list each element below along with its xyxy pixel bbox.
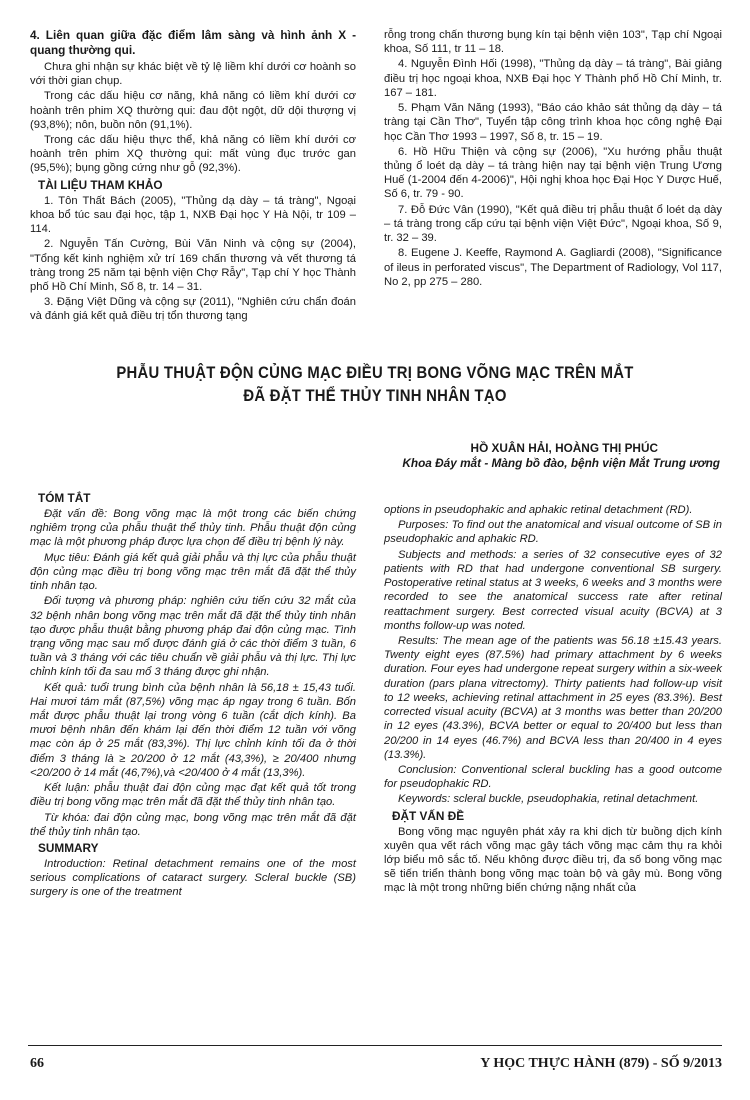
paragraph: Trong các dấu hiệu thực thể, khả năng có liềm khí dưới cơ hoành trên phim XQ thường qui: mất vùng đục trước gan (95,5%); bụng gồng cứng như gỗ (92,3%).	[30, 134, 356, 175]
author-affiliation: Khoa Đáy mắt - Màng bồ đào, bệnh viện Mắt Trung ương	[402, 455, 720, 470]
page-number: 66	[30, 1056, 44, 1071]
summary-paragraph: Introduction: Retinal detachment remains one of the most serious complications of cataract surgery. Scleral buckle (SB) surgery is one of the treatment	[30, 857, 356, 899]
summary-heading: SUMMARY	[38, 841, 99, 855]
reference-item: 7. Đỗ Đức Vân (1990), "Kết quả điều trị phẫu thuật ổ loét dạ dày – tá tràng trong cấp cứu tại bệnh viện Việt Đức", Ngoại khoa, Số 9, tr. 32 – 39.	[384, 203, 722, 245]
abstract-heading: TÓM TẮT	[38, 491, 91, 505]
reference-item: 5. Phạm Văn Năng (1993), "Báo cáo khảo sát thủng dạ dày – tá tràng tại Cần Thơ", Tuyển tập công trình khoa học công nghệ Đại học Cần Thơ 1993 – 1997, Số 8, tr. 15 – 19.	[384, 102, 722, 143]
article-left-column	[30, 489, 356, 901]
references-heading: TÀI LIỆU THAM KHẢO	[38, 177, 163, 192]
article-title-line: PHẪU THUẬT ĐỘN CỦNG MẠC ĐIỀU TRỊ BONG VÕNG MẠC TRÊN MẮT	[116, 364, 634, 382]
reference-item: rỗng trong chấn thương bụng kín tại bệnh viện 103", Tạp chí Ngoại khoa, Số 111, tr 11 – 18.	[384, 29, 722, 56]
summary-paragraph: Results: The mean age of the patients was 56.18 ±15.43 years. Twenty eight eyes (87.5%) had primary attachment by 6 weeks duration. Four eyes had undergone repeat surgery within a six-week duration (pars plana vitrectomy). Thirty patients had follow-up visit to 12 weeks, achieving retinal attachment in 25 eyes (83.3%). Best corrected visual acuity (BCVA) at 3 months was better than 20/200 in 12 eyes (43.3%), BCVA better or equal to 20/400 but less than 20/200 in 14 eyes (46.7%) and BCVA less than 20/400 in 4 eyes (13.3%).	[384, 634, 722, 761]
previous-article-left-column	[30, 28, 356, 325]
article-right-column	[384, 503, 722, 897]
previous-article-right-column	[384, 28, 722, 290]
abstract-paragraph: Đối tượng và phương pháp: nghiên cứu tiến cứu 32 mắt của 32 bệnh nhân bong võng mạc trên mắt đã đặt thể thủy tinh nhân tạo được phẫu thuật bằng phương pháp đai độn củng mạc. Tình trạng võng mạc sau mổ được đánh giá ở các thời điểm 3 tuần, 6 tuần và 3 tháng với các tiêu chuẩn về giải phẫu và thị lực. Thị lực chỉnh kính tối đa sau mổ 3 tháng được ghi nhận.	[30, 595, 356, 679]
summary-keywords: Keywords: scleral buckle, pseudophakia, retinal detachment.	[398, 793, 699, 806]
introduction-paragraph: Bong võng mạc nguyên phát xảy ra khi dịch từ buồng dịch kính xuyên qua vết rách võng mạc gây tách võng mạc cảm thụ ra khỏi lớp biểu mô sắc tố. Nếu không được điều trị, đa số bong võng mạc sẽ tiến triển thành bong võng mạc toàn bộ và gây mù. Bong võng mạc là một trong những biến chứng nặng nhất của	[384, 825, 722, 895]
abstract-paragraph: Đặt vấn đề: Bong võng mạc là một trong các biến chứng nghiêm trọng của phẫu thuật thể thủy tinh. Phẫu thuật độn củng mạc là một phương pháp được lựa chọn để điều trị bệnh lý này.	[30, 507, 356, 549]
reference-item: 2. Nguyễn Tấn Cường, Bùi Văn Ninh và cộng sự (2004), "Tổng kết kinh nghiệm xử trí 169 chấn thương và vết thương tá tràng trong 25 năm tại bệnh viện Chợ Rẫy", Tạp chí Y học Thành phố Hồ Chí Minh, Số 8, tr. 14 – 31.	[30, 238, 356, 293]
article-title-line: ĐÃ ĐẶT THỂ THỦY TINH NHÂN TẠO	[243, 387, 507, 406]
paragraph: Chưa ghi nhận sự khác biệt về tỷ lệ liềm khí dưới cơ hoành so với thời gian chụp.	[30, 60, 356, 88]
article-title	[74, 362, 677, 409]
introduction-heading: ĐẶT VẤN ĐỀ	[392, 808, 465, 823]
reference-item: 8. Eugene J. Keeffe, Raymond A. Gagliardi (2008), "Significance of ileus in perforated viscus", The Department of Radiology, Vol 117, No 2, pp 275 – 280.	[384, 247, 722, 288]
author-names: HỒ XUÂN HẢI, HOÀNG THỊ PHÚC	[470, 441, 658, 455]
summary-paragraph: options in pseudophakic and aphakic retinal detachment (RD).	[384, 504, 693, 516]
summary-paragraph: Purposes: To find out the anatomical and visual outcome of SB in pseudophakic and aphakic RD.	[384, 519, 722, 546]
reference-item: 6. Hồ Hữu Thiện và cộng sự (2006), "Xu hướng phẫu thuật thủng ổ loét dạ dày – tá tràng hiện nay tại bệnh viện Trung Ương Huế (1-2004 đến 4-2006)", Hội nghị khoa học Đại Học Y Dược Huế, Số 6, tr. 79 - 90.	[384, 145, 722, 201]
reference-item: 4. Nguyễn Đình Hối (1998), "Thủng dạ dày – tá tràng", Bài giảng điều trị học ngoại khoa, NXB Đại học Y Thành phố Hồ Chí Minh, tr. 167 – 181.	[384, 58, 722, 99]
abstract-paragraph: Kết quả: tuổi trung bình của bệnh nhân là 56,18 ± 15,43 tuổi. Hai mươi tám mắt (87,5%) võng mạc áp ngay trong 6 tuần. Bốn mắt được phẫu thuật lại trong vòng 6 tuần (cắt dịch kính). Ba mươi bệnh nhân đến khám lại đến thời điểm 12 tuần với võng mạc còn áp ở 25 mắt (83,3%). Thị lực chỉnh kính tối đa ở thời điểm 3 tháng là ≥ 20/200 ở 12 mắt (43,3%), ≥ 20/400 nhưng <20/200 ở 14 mắt (46,7%),và <20/400 ở 4 mắt (13,3%).	[30, 681, 356, 779]
reference-item: 1. Tôn Thất Bách (2005), "Thủng dạ dày – tá tràng", Ngoại khoa bổ túc sau đại học, tập 1, NXB Đại học Y Hà Nội, tr 109 – 114.	[30, 194, 356, 236]
footer-rule	[28, 1045, 722, 1046]
summary-paragraph: Subjects and methods: a series of 32 consecutive eyes of 32 patients with RD that had undergone conventional SB surgery. Postoperative retinal status at 3 weeks, 6 weeks and 3 months were recorded to see the anatomical success rate after retinal reattachment surgery. Best corrected visual acuity (BCVA) at 3 months follow-up was noted.	[384, 548, 722, 632]
summary-paragraph: Conclusion: Conventional scleral buckling has a good outcome for pseudophakic RD.	[384, 763, 722, 791]
paragraph: Trong các dấu hiệu cơ năng, khả năng có liềm khí dưới cơ hoành trên phim XQ thường qui: đau đột ngột, dữ dội thượng vị (93,8%); nôn, buồn nôn (91,1%).	[30, 90, 356, 131]
journal-name: Y HỌC THỰC HÀNH (879) - SỐ 9/2013	[480, 1056, 722, 1071]
abstract-keywords: Từ khóa: đai độn củng mạc, bong võng mạc trên mắt đã đặt thể thủy tinh nhân tạo.	[30, 811, 356, 838]
abstract-paragraph: Kết luận: phẫu thuật đai độn củng mạc đạt kết quả tốt trong điều trị bong võng mạc trên mắt đã đặt thể thủy tinh nhân tạo.	[30, 782, 356, 809]
author-block	[200, 441, 720, 471]
section-heading-4: 4. Liên quan giữa đặc điểm lâm sàng và hình ảnh X - quang thường qui.	[30, 28, 356, 57]
abstract-paragraph: Mục tiêu: Đánh giá kết quả giải phẫu và thị lực của phẫu thuật độn củng mạc điều trị bong võng mạc trên mắt đã đặt thể thủy tinh nhân tạo.	[30, 551, 356, 593]
reference-item: 3. Đặng Việt Dũng và cộng sự (2011), "Nghiên cứu chẩn đoán và đánh giá kết quả điều trị tổn thương tạng	[30, 296, 356, 323]
